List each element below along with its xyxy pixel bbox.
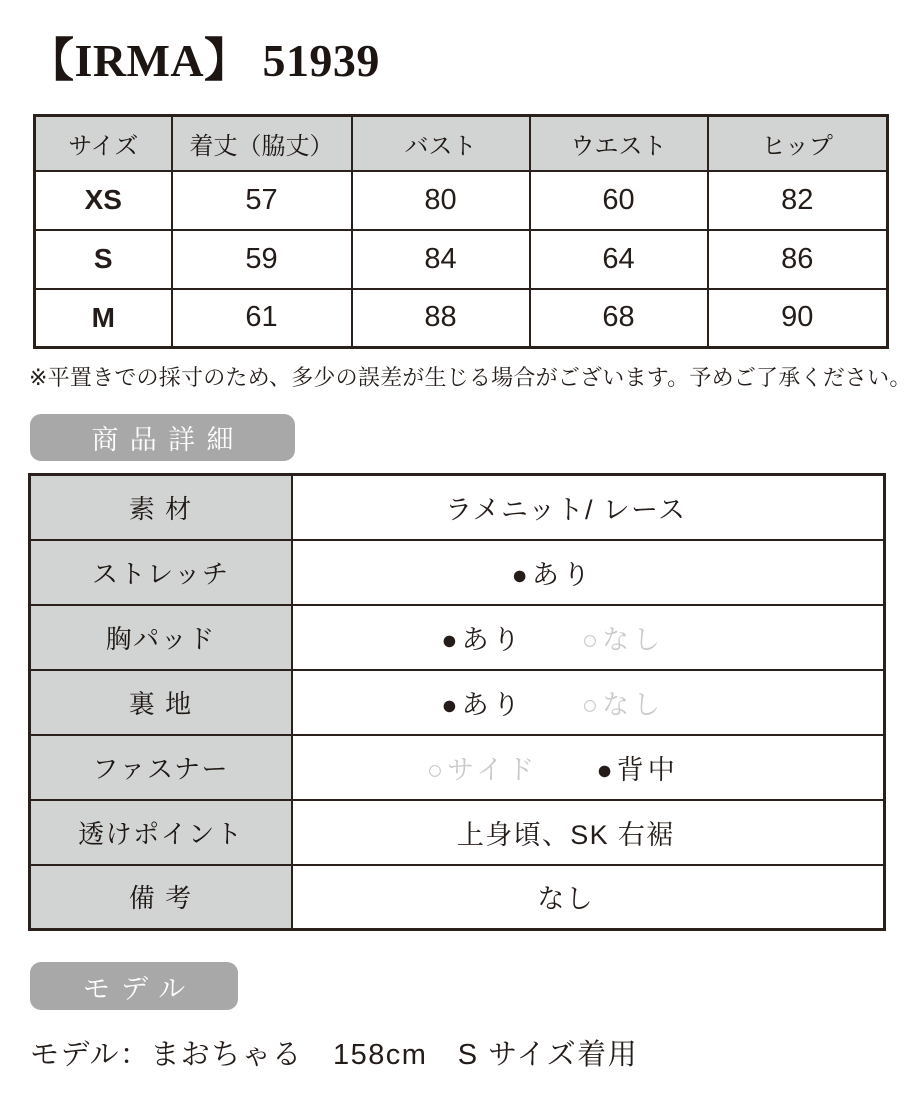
detail-value: なし [292, 865, 885, 930]
model-info-text: モデル：まおちゃる 158cm S サイズ着用 [30, 1039, 639, 1071]
bust-value: 84 [352, 230, 530, 289]
table-row-xs [35, 171, 888, 230]
waist-value: 64 [530, 230, 708, 289]
size-label: M [35, 289, 172, 348]
option-ari: ●あり [441, 624, 524, 655]
length-value: 59 [172, 230, 352, 289]
detail-row-remarks [30, 865, 885, 930]
bust-value: 88 [352, 289, 530, 348]
option-side: ○サイド [426, 754, 539, 785]
table-row-m [35, 289, 888, 348]
header-length: 着丈（脇丈） [172, 116, 352, 171]
measurement-disclaimer: ※平置きでの採寸のため、多少の誤差が生じる場合がございます。予めご了承ください。 [29, 365, 912, 390]
detail-row-sheer-point [30, 800, 885, 865]
bust-value: 80 [352, 171, 530, 230]
detail-label: 備 考 [30, 865, 292, 930]
page-title: 【IRMA】 51939 [28, 35, 380, 86]
section-header-product-details: 商品詳細 [30, 414, 295, 461]
detail-row-chest-pad [30, 605, 885, 670]
option-group [293, 748, 884, 787]
table-row-s [35, 230, 888, 289]
detail-label: 胸パッド [30, 605, 292, 670]
option-nashi: ○なし [581, 689, 665, 720]
header-size: サイズ [35, 116, 172, 171]
detail-label: ファスナー [30, 735, 292, 800]
size-label: S [35, 230, 172, 289]
detail-row-material [30, 475, 885, 540]
detail-label: 裏 地 [30, 670, 292, 735]
size-label: XS [35, 171, 172, 230]
option-group [293, 683, 884, 722]
detail-label: 素 材 [30, 475, 292, 540]
option-ari: ●あり [441, 689, 524, 720]
section-header-model: モデル [30, 962, 238, 1010]
hip-value: 82 [708, 171, 888, 230]
detail-label: ストレッチ [30, 540, 292, 605]
product-details-table [28, 473, 886, 931]
option-group [293, 618, 884, 657]
option-back: ●背中 [596, 754, 679, 785]
waist-value: 68 [530, 289, 708, 348]
header-waist: ウエスト [530, 116, 708, 171]
waist-value: 60 [530, 171, 708, 230]
detail-row-fastener [30, 735, 885, 800]
detail-label: 透けポイント [30, 800, 292, 865]
hip-value: 90 [708, 289, 888, 348]
header-bust: バスト [352, 116, 530, 171]
length-value: 57 [172, 171, 352, 230]
option-nashi: ○なし [581, 624, 665, 655]
size-table [33, 114, 889, 349]
hip-value: 86 [708, 230, 888, 289]
detail-value: ラメニット/ レース [292, 475, 885, 540]
length-value: 61 [172, 289, 352, 348]
detail-value: 上身頃、SK 右裾 [292, 800, 885, 865]
detail-row-stretch [30, 540, 885, 605]
detail-row-lining [30, 670, 885, 735]
option-group [293, 553, 884, 592]
size-table-header-row [35, 116, 888, 171]
header-hip: ヒップ [708, 116, 888, 171]
option-ari: ●あり [511, 559, 594, 590]
